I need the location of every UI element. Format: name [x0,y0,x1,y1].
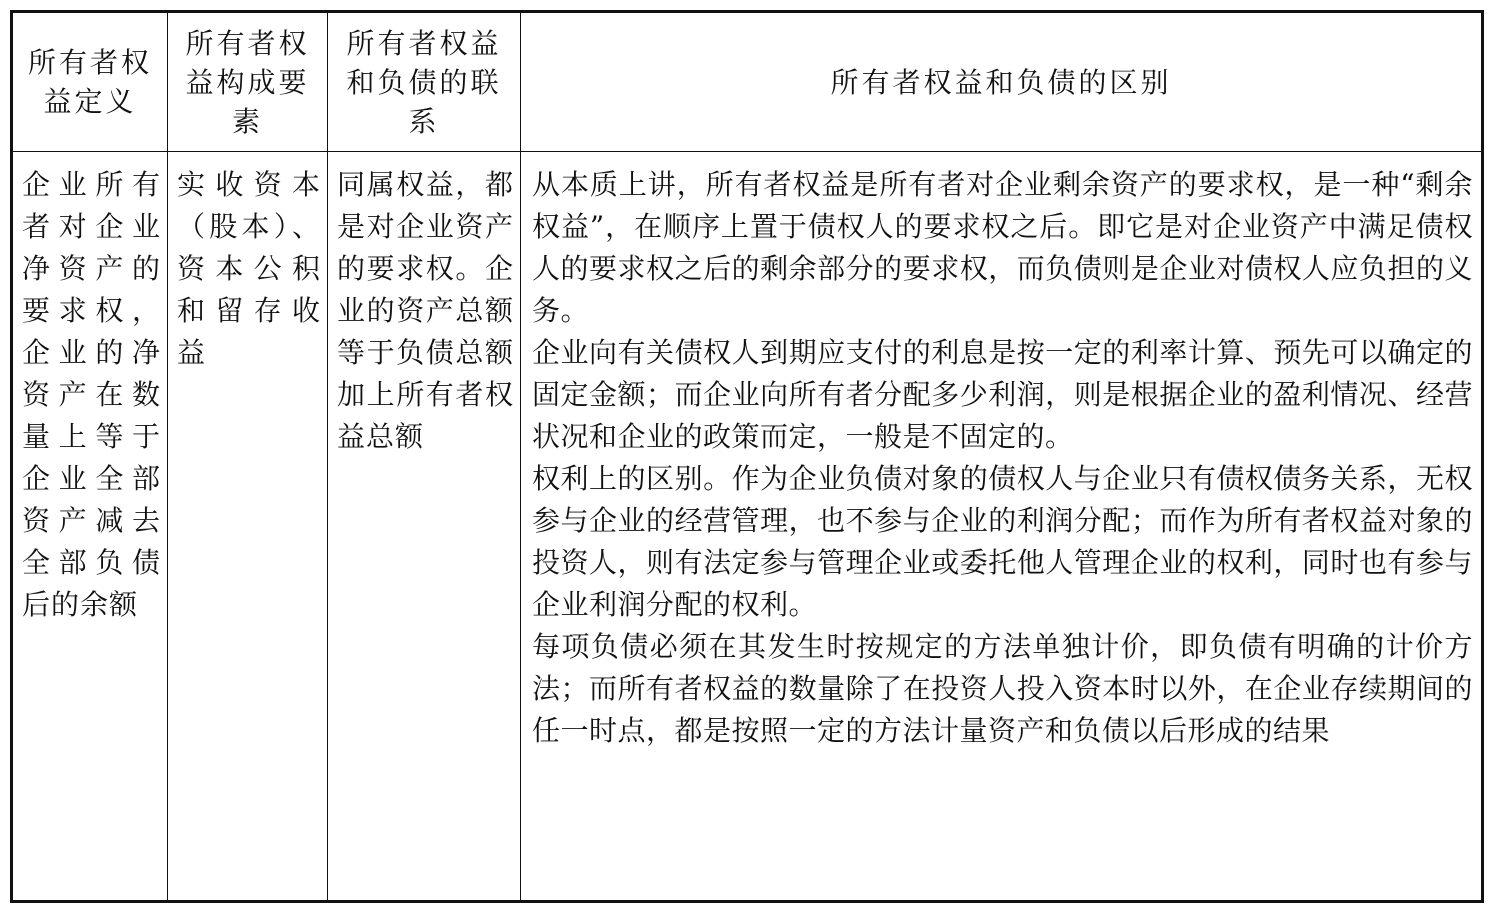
header-equity-elements: 所有者权益构成要素 [168,12,328,152]
table-body [12,152,1483,902]
cell-equity-elements: 实收资本（股本）、资本公积和留存收益 [168,152,328,902]
difference-repayment: 企业向有关债权人到期应支付的利息是按一定的利率计算、预先可以确定的固定金额；而企业向所有者分配多少利润，则是根据企业的盈利情况、经营状况和企业的政策而定，一般是不固定的。 [532,336,1473,453]
header-equity-definition: 所有者权益定义 [12,12,168,152]
difference-nature: 从本质上讲，所有者权益是所有者对企业剩余资产的要求权，是一种“剩余权益”，在顺序上置于债权人的要求权之后。即它是对企业资产中满足债权人的要求权之后的剩余部分的要求权，而负债则是企业对债权人应负担的义务。 [532,168,1473,327]
cell-equity-liability-relation: 同属权益，都是对企业资产的要求权。企业的资产总额等于负债总额加上所有者权益总额 [328,152,521,902]
table-row [12,152,1483,902]
header-equity-liability-difference: 所有者权益和负债的区别 [521,12,1483,152]
difference-valuation: 每项负债必须在其发生时按规定的方法单独计价，即负债有明确的计价方法；而所有者权益的数量除了在投资人投入资本时以外，在企业存续期间的任一时点，都是按照一定的方法计量资产和负债以后形成的结果 [532,630,1473,747]
cell-equity-liability-difference [521,152,1483,902]
header-equity-liability-relation: 所有者权益和负债的联系 [328,12,521,152]
header-row [12,12,1483,152]
equity-vs-liability-table [10,10,1484,903]
table-header [12,12,1483,152]
difference-rights: 权利上的区别。作为企业负债对象的债权人与企业只有债权债务关系，无权参与企业的经营管理，也不参与企业的利润分配；而作为所有者权益对象的投资人，则有法定参与管理企业或委托他人管理企业的权利，同时也有参与企业利润分配的权利。 [532,462,1473,621]
cell-equity-definition: 企业所有者对企业净资产的要求权，企业的净资产在数量上等于企业全部资产减去全部负债后的余额 [12,152,168,902]
